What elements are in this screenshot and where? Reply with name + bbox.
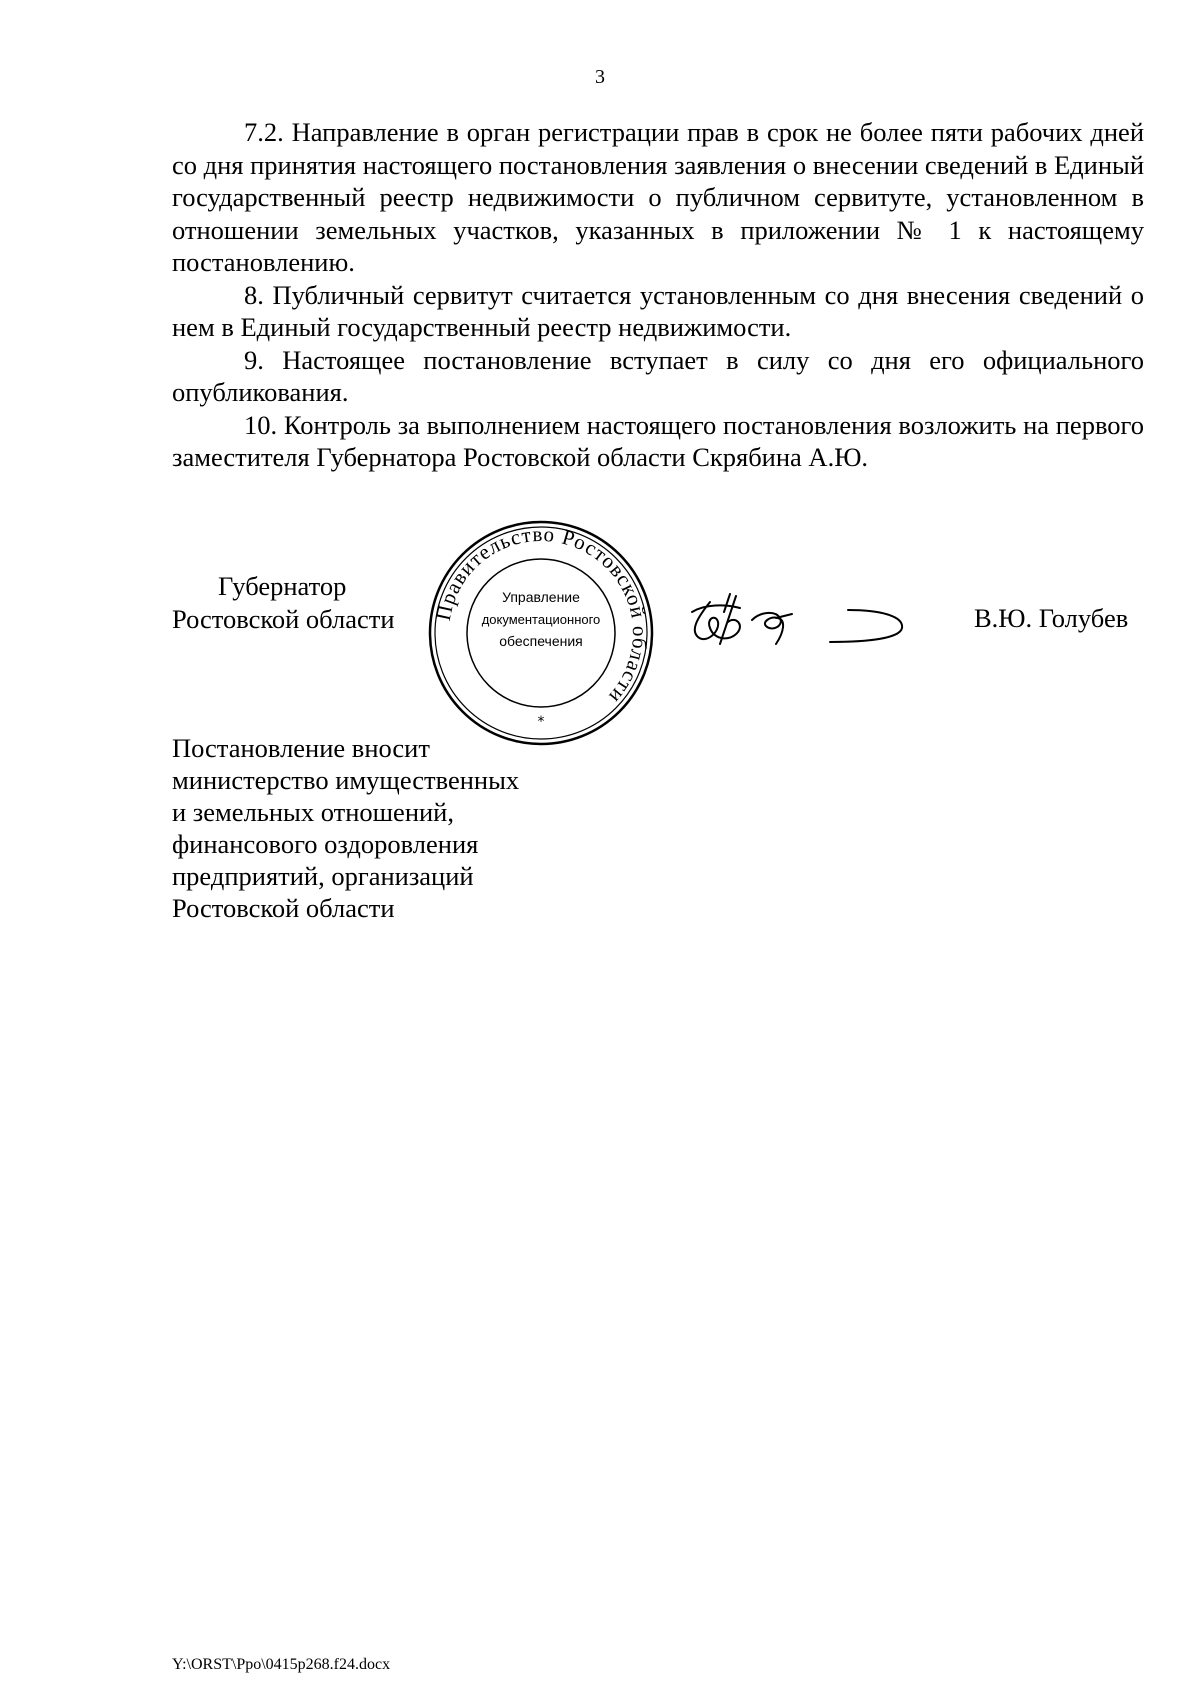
seal-inner-line2: документационного bbox=[481, 612, 601, 627]
file-path-footer: Y:\ORST\Ppo\0415p268.f24.docx bbox=[172, 1656, 391, 1673]
submitter-line: предприятий, организаций bbox=[172, 861, 474, 891]
paragraph-10: 10. Контроль за выполнением настоящего постановления возложить на первого заместителя Губернатора Ростовской области Скрябина А.Ю. bbox=[172, 409, 1144, 472]
paragraph-8: 8. Публичный сервитут считается установленным со дня внесения сведений о нем в Единый государственный реестр недвижимости. bbox=[172, 279, 1144, 342]
signatory-title-line1: Губернатор bbox=[218, 571, 347, 601]
submitter-line: Ростовской области bbox=[172, 893, 395, 923]
official-seal bbox=[428, 520, 654, 746]
signatory-title bbox=[172, 570, 395, 636]
submitter-line: Постановление вносит bbox=[172, 733, 430, 763]
submitter-line: и земельных отношений, bbox=[172, 797, 454, 827]
seal-inner-line1: Управление bbox=[502, 589, 580, 605]
signatory-name: В.Ю. Голубев bbox=[974, 603, 1129, 633]
handwritten-signature bbox=[680, 582, 930, 662]
submitter-line: министерство имущественных bbox=[172, 765, 520, 795]
signature-block bbox=[0, 520, 1200, 760]
signatory-title-line2: Ростовской области bbox=[172, 604, 395, 634]
submitter-note bbox=[172, 732, 519, 924]
submitter-line: финансового оздоровления bbox=[172, 829, 479, 859]
paragraph-7-2: 7.2. Направление в орган регистрации прав в срок не более пяти рабочих дней со дня принятия настоящего постановления заявления о внесении сведений в Единый государственный реестр недвижимости о публичном сервитуте, установленном в отношении земельных участков, указанных в приложении № 1 к настоящему постановлению. bbox=[172, 117, 1144, 277]
document-body bbox=[172, 116, 1144, 474]
seal-outer-text: Правительство Ростовской области bbox=[430, 521, 653, 709]
page-number: 3 bbox=[595, 66, 605, 88]
seal-star: * bbox=[537, 714, 545, 730]
paragraph-9: 9. Настоящее постановление вступает в силу со дня его официального опубликования. bbox=[172, 344, 1144, 407]
seal-inner-line3: обеспечения bbox=[499, 633, 583, 649]
